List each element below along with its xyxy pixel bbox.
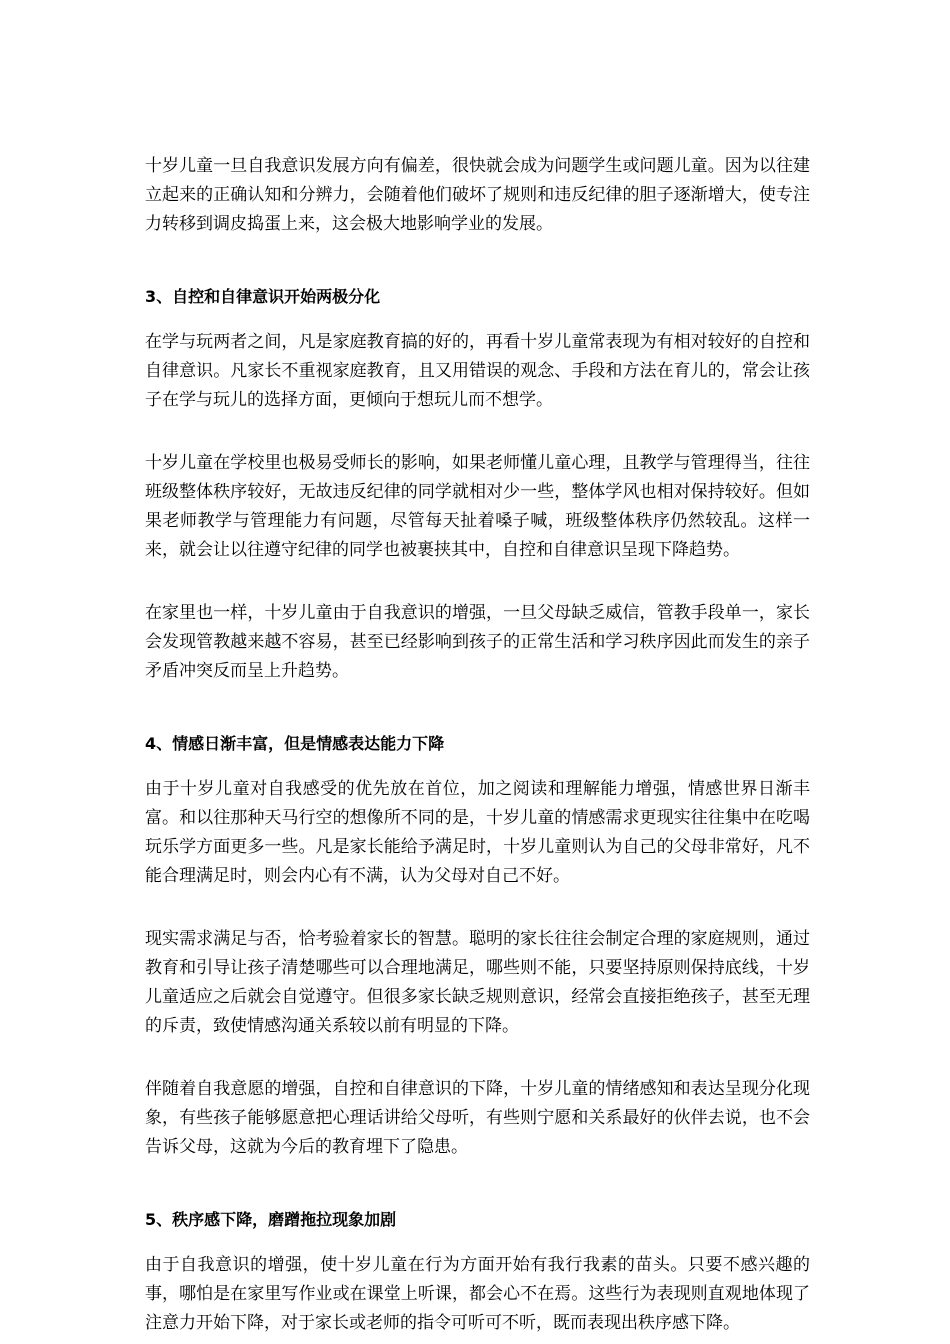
paragraph-emotional-needs: 由于十岁儿童对自我感受的优先放在首位，加之阅读和理解能力增强，情感世界日渐丰富。和以往那种天马行空的想像所不同的是，十岁儿童的情感需求更现实往往集中在吃喝玩乐学方面更多一些。凡是家长能给予满足时，十岁儿童则认为自己的父母非常好，凡不能合理满足时，则会内心有不满，认为父母对自己不好。 [145, 779, 810, 886]
heading-section-4: 4、情感日渐丰富，但是情感表达能力下降 [145, 734, 445, 753]
document-page [145, 152, 810, 1338]
heading-section-5: 5、秩序感下降，磨蹭拖拉现象加剧 [145, 1210, 397, 1229]
paragraph-identity-deviation: 十岁儿童一旦自我意识发展方向有偏差，很快就会成为问题学生或问题儿童。因为以往建立起来的正确认知和分辨力，会随着他们破坏了规则和违反纪律的胆子逐渐增大，使专注力转移到调皮捣蛋上来，这会极大地影响学业的发展。 [145, 156, 810, 234]
paragraph-study-play: 在学与玩两者之间，凡是家庭教育搞的好的，再看十岁儿童常表现为有相对较好的自控和自律意识。凡家长不重视家庭教育，且又用错误的观念、手段和方法在育儿的，常会让孩子在学与玩儿的选择方面，更倾向于想玩儿而不想学。 [145, 332, 810, 410]
heading-section-3: 3、自控和自律意识开始两极分化 [145, 287, 381, 306]
paragraph-order-decline: 由于自我意识的增强，使十岁儿童在行为方面开始有我行我素的苗头。只要不感兴趣的事，哪怕是在家里写作业或在课堂上听课，都会心不在焉。这些行为表现则直观地体现了注意力开始下降，对于家长或老师的指令可听可不听，既而表现出秩序感下降。 [145, 1255, 810, 1333]
paragraph-parent-wisdom: 现实需求满足与否，恰考验着家长的智慧。聪明的家长往往会制定合理的家庭规则，通过教育和引导让孩子清楚哪些可以合理地满足，哪些则不能，只要坚持原则保持底线，十岁儿童适应之后就会自觉遵守。但很多家长缺乏规则意识，经常会直接拒绝孩子，甚至无理的斥责，致使情感沟通关系较以前有明显的下降。 [145, 929, 810, 1036]
paragraph-school-influence: 十岁儿童在学校里也极易受师长的影响，如果老师懂儿童心理，且教学与管理得当，往往班级整体秩序较好，无故违反纪律的同学就相对少一些，整体学风也相对保持较好。但如果老师教学与管理能力有问题，尽管每天扯着嗓子喊，班级整体秩序仍然较乱。这样一来，就会让以往遵守纪律的同学也被裹挟其中，自控和自律意识呈现下降趋势。 [145, 453, 810, 560]
paragraph-emotion-expression: 伴随着自我意愿的增强，自控和自律意识的下降，十岁儿童的情绪感知和表达呈现分化现象，有些孩子能够愿意把心理话讲给父母听，有些则宁愿和关系最好的伙伴去说，也不会告诉父母，这就为今后的教育埋下了隐患。 [145, 1079, 810, 1157]
paragraph-home-discipline: 在家里也一样，十岁儿童由于自我意识的增强，一旦父母缺乏威信，管教手段单一，家长会发现管教越来越不容易，甚至已经影响到孩子的正常生活和学习秩序因此而发生的亲子矛盾冲突反而呈上升趋势。 [145, 603, 810, 681]
